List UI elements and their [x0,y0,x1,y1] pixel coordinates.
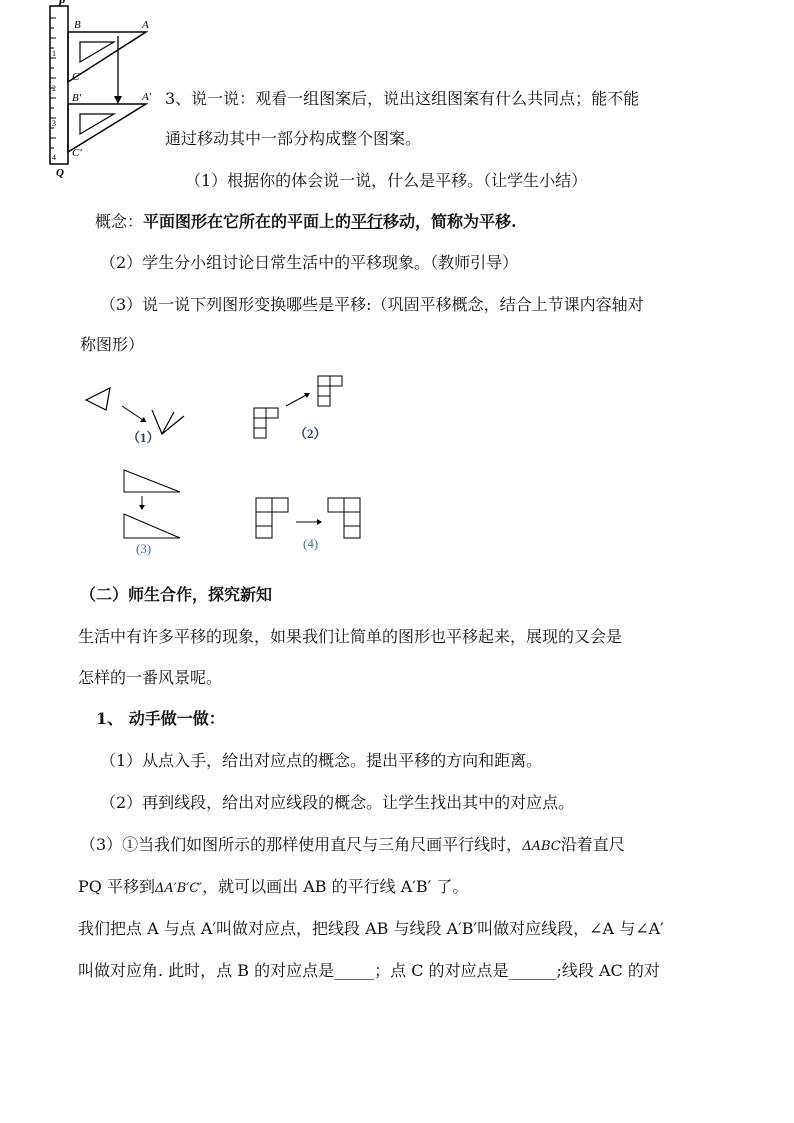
figure-2-caption: （2） [294,426,327,441]
concept-underlined: 平行 [351,212,384,231]
label-a2: A′ [142,91,152,103]
label-q: Q [56,167,64,178]
tick-label-2: 2 [52,84,56,93]
concept-text-a: 平面图形在它所在的平面上的 [143,212,352,231]
s3-text-b: 沿着直尺 [560,835,625,854]
step-1-item-3 [80,834,625,858]
corresponding-angles-line: 叫做对应角. 此时，点 B 的对应点是_____；点 C 的对应点是______;线段 AC 的对 [78,961,660,980]
concept-text-b: 移动，简称为平移. [383,212,517,231]
ruler-triangle-figure [40,0,170,178]
figure-3 [118,462,188,544]
figure-1-caption: （1） [127,430,160,445]
step-1-heading: 1、 动手做一做： [96,709,225,728]
tick-label-4: 4 [52,153,56,162]
label-b2: B′ [72,92,82,104]
concept-definition [95,211,517,233]
figure-4 [252,494,367,542]
triangle-a2b2c2-symbol: ΔA′B′C′ [154,881,203,896]
question-3: （3）说一说下列图形变换哪些是平移:（巩固平移概念，结合上节课内容轴对 [100,295,644,314]
intro-line-1: 生活中有许多平移的现象，如果我们让简单的图形也平移起来，展现的又会是 [78,627,623,646]
step-1-item-1: （1）从点入手，给出对应点的概念。提出平移的方向和距离。 [100,751,543,770]
question-2: （2）学生分小组讨论日常生活中的平移现象。（教师引导） [100,253,519,272]
corresponding-points-line: 我们把点 A 与点 A′叫做对应点，把线段 AB 与线段 A′B′叫做对应线段，∠A 与∠A′ [78,919,664,938]
tick-label-3: 3 [52,119,56,128]
section-2-heading: （二）师生合作，探究新知 [80,585,273,604]
tick-label-1: 1 [52,49,56,58]
say-intro: 3、说一说：观看一组图案后，说出这组图案有什么共同点；能不能 [165,89,640,108]
intro-line-2: 怎样的一番风景呢。 [78,668,223,687]
s3-text-a: （3）①当我们如图所示的那样使用直尺与三角尺画平行线时， [80,835,523,854]
s3-text-d: ，就可以画出 AB 的平行线 A′B′ 了。 [202,877,469,896]
figure-3-caption: (3) [136,541,152,556]
triangle-abc-symbol: ΔABC [522,839,561,854]
concept-prefix: 概念： [95,212,144,231]
label-c2: C′ [72,147,82,159]
label-c: C [72,71,80,83]
label-p: P [58,0,65,9]
figure-4-caption: (4) [303,536,319,551]
say-intro-cont: 通过移动其中一部分构成整个图案。 [165,129,422,148]
question-3-cont: 称图形） [80,335,145,354]
s3-text-c: PQ 平移到 [78,877,155,896]
step-1-item-2: （2）再到线段，给出对应线段的概念。让学生找出其中的对应点。 [100,793,575,812]
step-1-item-3-cont [78,876,468,900]
question-1: （1）根据你的体会说一说，什么是平移。（让学生小结） [185,171,588,190]
label-a: A [142,19,149,31]
label-b: B [74,19,81,31]
